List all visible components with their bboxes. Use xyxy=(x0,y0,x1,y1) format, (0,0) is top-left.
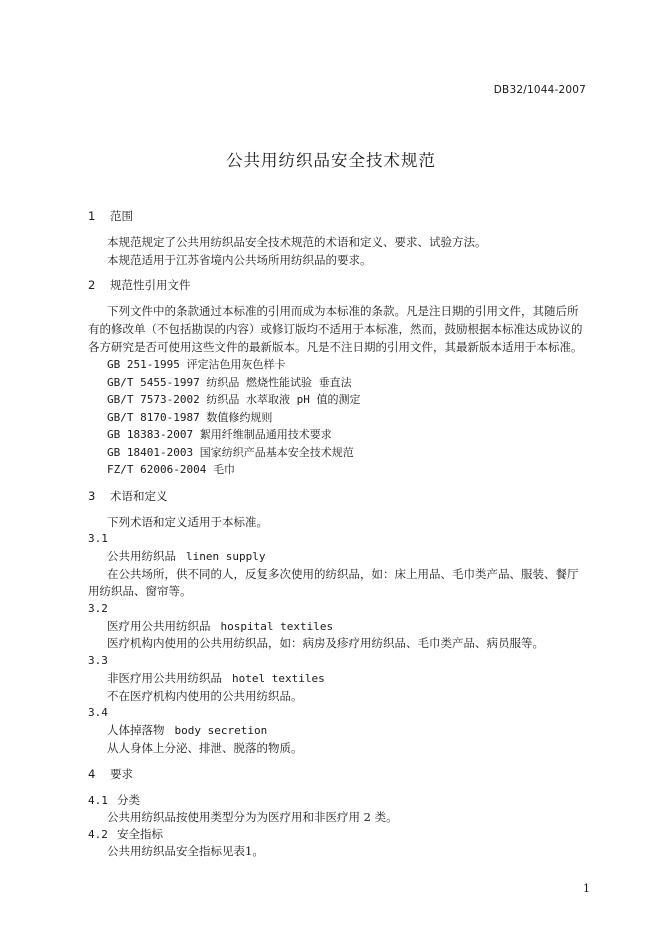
reference-item: GB/T 7573-2002 纺织品 水萃取液 pH 值的测定 xyxy=(107,393,361,406)
reference-item: GB/T 8170-1987 数值修约规则 xyxy=(107,411,273,424)
term-title xyxy=(107,670,325,687)
document-title: 公共用纺织品安全技术规范 xyxy=(226,151,436,170)
term-definition: 用纺织品、窗帘等。 xyxy=(88,584,192,598)
subsection-4-2-heading xyxy=(88,826,163,843)
subsection-4-1-heading xyxy=(88,792,140,809)
section-3-heading xyxy=(88,488,168,504)
subsection-number: 4.1 xyxy=(88,794,108,807)
paragraph: 本规范适用于江苏省境内公共场所用纺织品的要求。 xyxy=(107,253,372,267)
term-title xyxy=(107,722,267,739)
term-en: body secretion xyxy=(174,724,268,737)
section-number: 2 xyxy=(88,278,96,292)
section-number: 1 xyxy=(88,209,96,223)
term-definition: 医疗机构内使用的公共用纺织品，如：病房及疹疗用纺织品、毛巾类产品、病员服等。 xyxy=(107,636,544,650)
reference-item: GB/T 5455-1997 纺织品 燃烧性能试验 垂直法 xyxy=(107,376,352,389)
section-4-heading xyxy=(88,766,133,782)
section-title: 要求 xyxy=(110,767,133,781)
term-title xyxy=(107,618,333,635)
term-number: 3.4 xyxy=(88,706,108,719)
reference-item: FZ/T 62006-2004 毛巾 xyxy=(107,463,235,476)
subsection-title: 安全指标 xyxy=(117,827,163,841)
section-title: 术语和定义 xyxy=(110,489,168,503)
term-en: linen supply xyxy=(186,550,266,563)
paragraph-line: 有的修改单（不包括勘误的内容）或修订版均不适用于本标准，然而，鼓励根据本标准达成协议的 xyxy=(88,322,583,336)
section-number: 4 xyxy=(88,767,96,781)
term-zh: 人体掉落物 xyxy=(107,723,165,737)
paragraph-line: 下列文件中的条款通过本标准的引用而成为本标准的条款。凡是注日期的引用文件，其随后所 xyxy=(107,304,579,318)
reference-item: GB 18401-2003 国家纺织产品基本安全技术规范 xyxy=(107,446,354,459)
term-number: 3.1 xyxy=(88,532,108,545)
term-number: 3.3 xyxy=(88,654,108,667)
page-number: 1 xyxy=(583,882,590,895)
paragraph: 下列术语和定义适用于本标准。 xyxy=(107,515,268,529)
term-definition: 在公共场所，供不同的人，反复多次使用的纺织品，如：床上用品、毛巾类产品、服装、餐厅 xyxy=(107,567,579,581)
document-number: DB32/1044-2007 xyxy=(493,84,586,96)
term-en: hospital textiles xyxy=(220,620,334,633)
section-title: 规范性引用文件 xyxy=(110,278,191,292)
term-zh: 公共用纺织品 xyxy=(107,549,176,563)
term-en: hotel textiles xyxy=(232,672,325,685)
reference-item: GB 251-1995 评定沾色用灰色样卡 xyxy=(107,358,286,371)
term-number: 3.2 xyxy=(88,602,108,615)
section-1-heading xyxy=(88,208,133,224)
subsection-title: 分类 xyxy=(117,793,140,807)
paragraph-line: 各方研究是否可使用这些文件的最新版本。凡是不注日期的引用文件，其最新版本适用于本标准。 xyxy=(88,340,583,354)
reference-item: GB 18383-2007 絮用纤维制品通用技术要求 xyxy=(107,428,332,441)
term-definition: 不在医疗机构内使用的公共用纺织品。 xyxy=(107,689,303,703)
term-zh: 医疗用公共用纺织品 xyxy=(107,619,211,633)
term-zh: 非医疗用公共用纺织品 xyxy=(107,671,222,685)
subsection-number: 4.2 xyxy=(88,828,108,841)
paragraph: 公共用纺织品按使用类型分为为医疗用和非医疗用 2 类。 xyxy=(107,810,398,824)
section-2-heading xyxy=(88,277,191,293)
term-definition: 从人身体上分泌、排泄、脱落的物质。 xyxy=(107,741,303,755)
section-title: 范围 xyxy=(110,209,133,223)
paragraph: 公共用纺织品安全指标见表1。 xyxy=(107,844,264,858)
section-number: 3 xyxy=(88,489,96,503)
term-title xyxy=(107,548,265,565)
paragraph: 本规范规定了公共用纺织品安全技术规范的术语和定义、要求、试验方法。 xyxy=(107,235,487,249)
